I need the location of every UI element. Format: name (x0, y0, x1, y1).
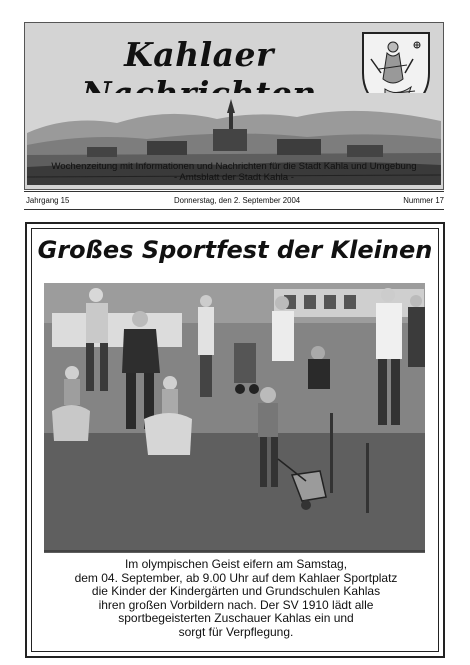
sports-festival-photo (44, 283, 425, 553)
caption-line: Im olympischen Geist eifern am Samstag, (124, 557, 348, 571)
subtitle-line-2: - Amtsblatt der Stadt Kahla - (174, 172, 294, 183)
masthead-subtitle (24, 161, 444, 183)
newspaper-title: Kahlaer (124, 35, 274, 74)
divider-bottom (24, 209, 444, 210)
caption-line: sorgt für Verpflegung. (178, 624, 294, 639)
caption-line: ihren großen Vorbildern nach. Der SV 1910 lädt alle (98, 597, 374, 612)
issue-number: Nummer 17 (403, 196, 444, 205)
article-caption (40, 558, 432, 640)
issue-date: Donnerstag, den 2. September 2004 (174, 196, 301, 205)
caption-line: die Kinder der Kindergärten und Grundschulen Kahlas (91, 584, 381, 599)
volume-label: Jahrgang 15 (26, 196, 70, 205)
divider-top (24, 191, 444, 192)
caption-line: dem 04. September, ab 9.00 Uhr auf dem Kahlaer Sportplatz (74, 570, 398, 585)
article-headline: Großes Sportfest der Kleinen (37, 236, 433, 264)
issue-info-bar (24, 196, 444, 208)
caption-line: sportbegeisterten Zuschauer Kahlas ein und (118, 611, 354, 626)
subtitle-line-1: Wochenzeitung mit Informationen und Nachrichten für die Stadt Kahla und Umgebung (51, 161, 417, 172)
